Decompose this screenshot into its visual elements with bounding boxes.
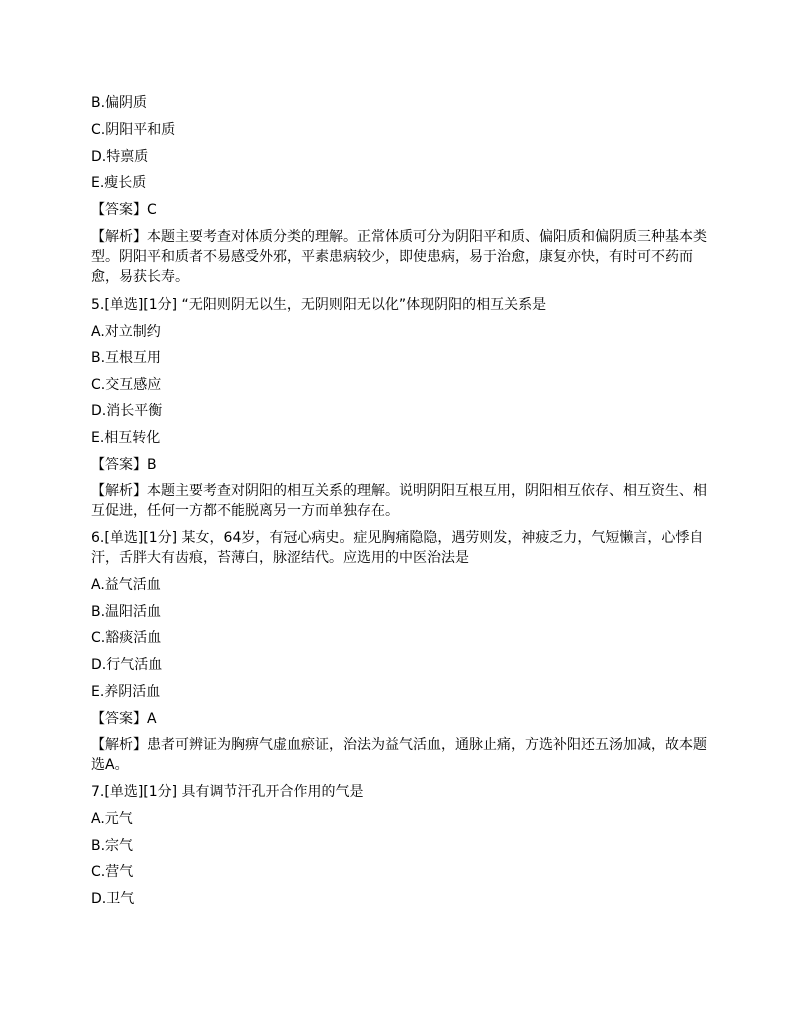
q4-answer: 【答案】C [91, 202, 157, 218]
q6-option-a: A.益气活血 [91, 577, 161, 593]
q4-option-e: E.瘦长质 [91, 175, 147, 191]
q4-option-c: C.阴阳平和质 [91, 122, 176, 138]
q6-option-e: E.养阴活血 [91, 684, 161, 700]
q5-option-e: E.相互转化 [91, 430, 161, 446]
q4-option-d: D.特禀质 [91, 149, 149, 165]
q5-option-c: C.交互感应 [91, 377, 162, 393]
q7-question: 7.[单选][1分] 具有调节汗孔开合作用的气是 [91, 784, 364, 800]
q7-option-b: B.宗气 [91, 838, 134, 854]
q5-option-a: A.对立制约 [91, 324, 161, 340]
q4-analysis: 【解析】本题主要考查对体质分类的理解。正常体质可分为阴阳平和质、偏阳质和偏阴质三种基本类型。阴阳平和质者不易感受外邪，平素患病较少，即使患病，易于治愈，康复亦快，有时可不药而愈，易获长寿。 [91, 229, 707, 285]
q6-option-c: C.豁痰活血 [91, 630, 162, 646]
q6-analysis: 【解析】患者可辨证为胸痹气虚血瘀证，治法为益气活血，通脉止痛，方选补阳还五汤加减，故本题选A。 [91, 737, 707, 773]
q5-option-d: D.消长平衡 [91, 403, 163, 419]
q5-question: 5.[单选][1分] “无阳则阴无以生，无阴则阳无以化”体现阴阳的相互关系是 [91, 297, 547, 313]
q6-option-d: D.行气活血 [91, 657, 163, 673]
q5-option-b: B.互根互用 [91, 350, 162, 366]
q7-option-d: D.卫气 [91, 891, 135, 907]
q6-question: 6.[单选][1分] 某女，64岁，有冠心病史。症见胸痛隐隐，遇劳则发，神疲乏力，气短懒言，心悸自汗，舌胖大有齿痕，苔薄白，脉涩结代。应选用的中医治法是 [91, 530, 704, 566]
q6-answer: 【答案】A [91, 711, 157, 727]
q7-option-a: A.元气 [91, 811, 133, 827]
q4-option-b: B.偏阴质 [91, 95, 148, 111]
q5-analysis: 【解析】本题主要考查对阴阳的相互关系的理解。说明阴阳互根互用，阴阳相互依存、相互资生、相互促进，任何一方都不能脱离另一方而单独存在。 [91, 483, 707, 519]
q6-option-b: B.温阳活血 [91, 604, 162, 620]
q5-answer: 【答案】B [91, 457, 157, 473]
q7-option-c: C.营气 [91, 864, 134, 880]
